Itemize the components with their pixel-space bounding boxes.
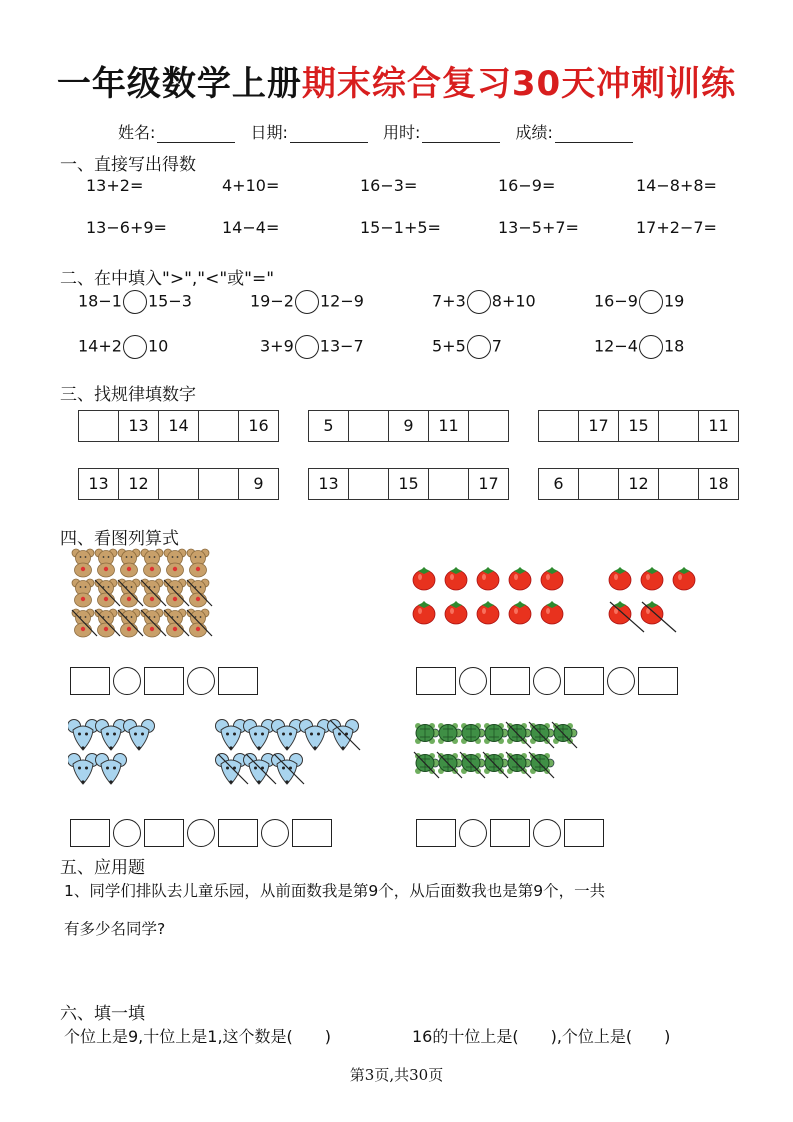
problem: 16−3= (360, 176, 418, 195)
answer-circle[interactable] (639, 335, 663, 359)
answer-circle[interactable] (123, 290, 147, 314)
mouse-icon (300, 720, 331, 751)
tomato-icon (641, 567, 663, 590)
teddy-bear-icon (118, 609, 143, 637)
sequence-grid (308, 410, 509, 442)
teddy-bear-icon (164, 609, 189, 637)
answer-box[interactable] (144, 667, 184, 695)
compare-item: 12−4 18 (594, 335, 684, 359)
section-3-heading: 三、找规律填数字 (60, 385, 196, 405)
answer-circle[interactable] (467, 335, 491, 359)
mouse-icon (244, 754, 277, 785)
number-cell: 5 (309, 411, 349, 441)
blank-cell[interactable] (469, 411, 508, 441)
answer-box[interactable] (70, 667, 110, 695)
mouse-icon (124, 720, 155, 751)
turtle-icon (552, 722, 577, 748)
problem: 15−1+5= (360, 218, 441, 237)
section-1-heading: 一、直接写出得数 (60, 155, 196, 175)
teddy-bear-icon (187, 609, 212, 637)
teddy-bear-icon (95, 579, 120, 607)
tomato-icon (413, 567, 435, 590)
answer-box[interactable] (218, 819, 258, 847)
blank-cell[interactable] (79, 411, 119, 441)
number-cell: 17 (478, 474, 499, 493)
answer-circle[interactable] (295, 335, 319, 359)
compare-item: 18−1 15−3 (78, 290, 192, 314)
tomato-icon (541, 601, 563, 624)
operator-circle[interactable] (261, 819, 289, 847)
teddy-bear-icon (141, 579, 166, 607)
blank-cell[interactable] (659, 469, 699, 499)
score-blank[interactable] (555, 126, 633, 143)
problem: 4+10= (222, 176, 280, 195)
compare-item: 7+3 8+10 (432, 290, 536, 314)
equation-answer-row (70, 667, 258, 695)
answer-box[interactable] (70, 819, 110, 847)
name-blank[interactable] (157, 126, 235, 143)
turtle-icon (529, 752, 554, 778)
picture-group-tomato (412, 566, 722, 636)
number-cell: 11 (429, 411, 469, 441)
turtle-icon (506, 752, 531, 778)
number-cell: 11 (708, 416, 729, 435)
operator-circle[interactable] (607, 667, 635, 695)
sequence-grid (538, 468, 739, 500)
turtle-icon (460, 752, 485, 778)
number-cell: 17 (579, 411, 619, 441)
mouse-icon (96, 754, 127, 785)
sequence-grid (538, 410, 739, 442)
title-red-part: 期末综合复习30天冲刺训练 (301, 64, 737, 104)
number-cell: 6 (539, 469, 579, 499)
date-blank[interactable] (290, 126, 368, 143)
turtle-icon (415, 723, 439, 744)
sequence-grid (78, 410, 279, 442)
number-cell: 9 (253, 474, 264, 493)
word-problem-line-1: 1、同学们排队去儿童乐园，从前面数我是第9个，从后面数我也是第9个，一共 (64, 882, 606, 900)
blank-cell[interactable] (579, 469, 619, 499)
answer-box[interactable] (144, 819, 184, 847)
section-6-heading: 六、填一填 (60, 1004, 145, 1024)
number-cell: 13 (79, 469, 119, 499)
tomato-icon (609, 567, 631, 590)
answer-circle[interactable] (295, 290, 319, 314)
number-cell: 14 (159, 411, 199, 441)
teddy-bear-icon (118, 579, 143, 607)
problem: 17+2−7= (636, 218, 717, 237)
tomato-icon (477, 601, 499, 624)
blank-cell[interactable] (349, 469, 389, 499)
mouse-icon (244, 720, 275, 751)
sequence-grid (308, 468, 509, 500)
teddy-bear-icon (72, 549, 94, 577)
tomato-icon (509, 567, 531, 590)
teddy-bear-icon (72, 609, 97, 637)
picture-group-teddy-bear (70, 548, 400, 644)
teddy-bear-icon (141, 609, 166, 637)
section-2-heading: 二、在中填入">","<"或"=" (60, 269, 275, 289)
mouse-icon (272, 720, 303, 751)
turtle-icon (506, 722, 531, 748)
fill-question-1: 个位上是9,十位上是1,这个数是( ) (64, 1027, 332, 1046)
number-cell: 13 (309, 469, 349, 499)
teddy-bear-icon (95, 549, 117, 577)
compare-item: 14+2 10 (78, 335, 168, 359)
picture-group-mouse (68, 718, 378, 798)
tomato-icon (641, 601, 676, 632)
operator-circle[interactable] (187, 819, 215, 847)
teddy-bear-icon (141, 549, 163, 577)
operator-circle[interactable] (533, 667, 561, 695)
problem: 14−4= (222, 218, 280, 237)
turtle-icon (438, 723, 462, 744)
equation-answer-row (416, 819, 604, 847)
title-black-part: 一年级数学上册 (56, 64, 302, 104)
compare-item: 3+9 13−7 (260, 335, 364, 359)
answer-box[interactable] (292, 819, 332, 847)
blank-cell[interactable] (199, 411, 239, 441)
score-label: 成绩: (515, 123, 553, 142)
blank-cell[interactable] (429, 469, 469, 499)
blank-cell[interactable] (199, 469, 239, 499)
operator-circle[interactable] (533, 819, 561, 847)
number-cell: 18 (708, 474, 729, 493)
tomato-icon (445, 567, 467, 590)
teddy-bear-icon (187, 579, 212, 607)
date-label: 日期: (250, 123, 288, 142)
mouse-icon (216, 720, 247, 751)
name-label: 姓名: (118, 123, 156, 142)
mouse-icon (68, 754, 99, 785)
operator-circle[interactable] (459, 819, 487, 847)
tomato-icon (509, 601, 531, 624)
operator-circle[interactable] (187, 667, 215, 695)
turtle-icon (529, 722, 554, 748)
tomato-icon (541, 567, 563, 590)
equation-answer-row (416, 667, 678, 695)
picture-group-turtle (412, 720, 632, 790)
number-cell: 9 (389, 411, 429, 441)
compare-item: 5+5 7 (432, 335, 502, 359)
turtle-icon (414, 752, 439, 778)
answer-box[interactable] (638, 667, 678, 695)
number-cell: 16 (248, 416, 269, 435)
answer-circle[interactable] (123, 335, 147, 359)
answer-box[interactable] (564, 819, 604, 847)
mouse-icon (216, 754, 249, 785)
answer-box[interactable] (490, 667, 530, 695)
turtle-icon (483, 752, 508, 778)
mouse-icon (328, 720, 361, 751)
teddy-bear-icon (95, 609, 120, 637)
teddy-bear-icon (118, 549, 140, 577)
mouse-icon (96, 720, 127, 751)
time-label: 用时: (383, 123, 421, 142)
tomato-icon (413, 601, 435, 624)
tomato-icon (477, 567, 499, 590)
answer-box[interactable] (416, 819, 456, 847)
teddy-bear-icon (187, 549, 209, 577)
tomato-icon (609, 601, 644, 632)
sequence-grid (78, 468, 279, 500)
problem: 13−6+9= (86, 218, 167, 237)
student-info-line (118, 120, 643, 143)
teddy-bear-icon (164, 549, 186, 577)
number-cell: 15 (389, 469, 429, 499)
answer-circle[interactable] (639, 290, 663, 314)
equation-answer-row (70, 819, 332, 847)
blank-cell[interactable] (659, 411, 699, 441)
tomato-icon (673, 567, 695, 590)
problem: 13−5+7= (498, 218, 579, 237)
number-cell: 12 (119, 469, 159, 499)
answer-box[interactable] (416, 667, 456, 695)
turtle-icon (484, 723, 508, 744)
page-title (0, 56, 793, 105)
mouse-icon (68, 720, 99, 751)
problem: 14−8+8= (636, 176, 717, 195)
number-cell: 13 (119, 411, 159, 441)
operator-circle[interactable] (459, 667, 487, 695)
tomato-icon (445, 601, 467, 624)
answer-box[interactable] (490, 819, 530, 847)
page-number: 第3页,共30页 (349, 1066, 444, 1084)
number-cell: 15 (619, 411, 659, 441)
turtle-icon (437, 752, 462, 778)
teddy-bear-icon (72, 579, 94, 607)
mouse-icon (272, 754, 305, 785)
problem: 13+2= (86, 176, 144, 195)
answer-circle[interactable] (467, 290, 491, 314)
turtle-icon (461, 723, 485, 744)
blank-cell[interactable] (349, 411, 389, 441)
problem: 16−9= (498, 176, 556, 195)
section-4-heading: 四、看图列算式 (60, 529, 179, 549)
compare-item: 16−9 19 (594, 290, 684, 314)
time-blank[interactable] (422, 126, 500, 143)
blank-cell[interactable] (159, 469, 199, 499)
section-5-heading: 五、应用题 (60, 858, 145, 878)
operator-circle[interactable] (113, 667, 141, 695)
blank-cell[interactable] (539, 411, 579, 441)
fill-question-2: 16的十位上是( ),个位上是( ) (412, 1027, 671, 1046)
word-problem-line-2: 有多少名同学? (64, 920, 166, 938)
answer-box[interactable] (218, 667, 258, 695)
teddy-bear-icon (164, 579, 189, 607)
compare-item: 19−2 12−9 (250, 290, 364, 314)
operator-circle[interactable] (113, 819, 141, 847)
number-cell: 12 (619, 469, 659, 499)
answer-box[interactable] (564, 667, 604, 695)
